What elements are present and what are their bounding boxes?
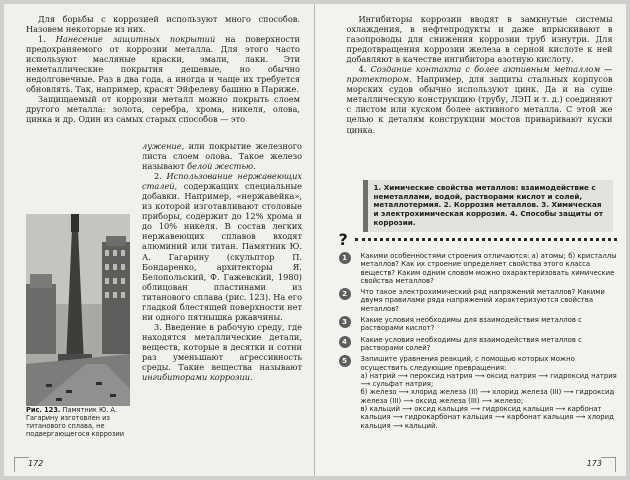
left-column-text — [142, 141, 302, 382]
page-corner-mark — [14, 457, 29, 472]
book-spread — [4, 4, 626, 476]
right-page — [315, 4, 627, 476]
right-top-text — [347, 14, 613, 135]
paragraph: лужение, или покрытие железного листа слоем олова. Такое железо называют белой жестью. — [142, 141, 302, 172]
paragraph: Защищаемый от коррозии металл можно покрыть слоем другого металла: золота, серебра, хрома, никеля, олова, цинка и др. Один из самых старых способов — это — [26, 94, 300, 125]
question-number: 5 — [339, 355, 351, 367]
summary-box: 1. Химические свойства металлов: взаимодействие с неметаллами, водой, растворами кислот и солей, металлотермия. 2. Коррозия металлов. 3. Химическая и электрохимическая коррозия. 4. Способы защиты от коррозии. — [363, 180, 613, 232]
paragraph: 4. Создание контакта с более активным металлом — протектором. Например, для защиты стальных корпусов морских судов обычно используют цинк. Да и на суше металлическую конструкцию (трубу, ЛЭП и т. д.) соединяют с листом или куском более активного металла. С этой же целью к деталям конструкции мостов приваривают куски цинка. — [346, 64, 613, 135]
reaction-chain: а) натрий ⟶ пероксид натрия ⟶ оксид натрия ⟶ гидроксид натрия ⟶ сульфат натрия; — [360, 371, 617, 389]
question-item: 4 Какие условия необходимы для взаимодействия металлов с растворами солей? — [337, 336, 621, 353]
left-page — [4, 4, 314, 476]
paragraph: Ингибиторы коррозии вводят в замкнутые системы охлаждения, в нефтепродукты и даже впрыскивают в газопроводы для снижения коррозии труб изнутри. Для предотвращения коррозии железа в серной кислоте к ней добавляют в качестве ингибитора азотную кислоту. — [346, 14, 613, 65]
question-item: 2 Что такое электрохимический ряд напряжений металлов? Какими двумя правилами ряда напряжений характеризуются свойства металлов? — [337, 288, 621, 313]
paragraph: 2. Использование нержавеющих сталей, содержащих специальные добавки. Например, «нержавейка», из которой изготавливают столовые приборы, содержит до 12% хрома и до 10% никеля. В состав легких нержавеющих сплавов входят алюминий или титан. Памятник Ю. А. Гагарину (скульптор П. Бондаренко, архитекторы Я. Белопольский, Ф. Гажевский, 1980) облицован пластинами из титанового сплава (рис. 123). На его гладкой блестящей поверхности нет ни одного пятнышка ржавчины. — [142, 171, 302, 322]
questions-mark: ? — [338, 230, 348, 249]
question-item: 5 Запишите уравнения реакций, с помощью которых можно осуществить следующие превращения: а) натрий ⟶ пероксид натрия ⟶ оксид натрия ⟶ гидроксид натрия ⟶ сульфат натрия; б) железо ⟶ хлорид железа (II) ⟶ хлорид железа (III) ⟶ гидроксид железа (III) ⟶ оксид железа (III) ⟶ железо; в) кальций ⟶ оксид кальция ⟶ гидроксид кальция ⟶ карбонат кальция ⟶ гидрокарбонат кальция ⟶ карбонат кальция ⟶ хлорид кальция ⟶ кальций. — [337, 355, 621, 430]
paragraph: Для борьбы с коррозией используют много способов. Назовем некоторые из них. — [26, 14, 300, 35]
question-item: 1 Какими особенностями строения отличаются: а) атомы; б) кристаллы металлов? Как их строение определяет свойства этого класса веществ? Каким одним словом можно охарактеризовать химические свойства металлов? — [337, 252, 621, 285]
figure-caption: Рис. 123. Памятник Ю. А. Гагарину изготовлен из титанового сплава, не подвергающегося коррозии — [26, 406, 125, 438]
reaction-chain: в) кальций ⟶ оксид кальция ⟶ гидроксид кальция ⟶ карбонат кальция ⟶ гидрокарбонат кальция ⟶ карбонат кальция ⟶ хлорид кальция ⟶ кальций. — [360, 405, 614, 430]
question-number: 2 — [339, 288, 351, 300]
page-corner-mark — [601, 457, 616, 472]
question-number: 1 — [339, 252, 351, 264]
paragraph: 1. Нанесение защитных покрытий на поверхности предохраняемого от коррозии металла. Для этого часто используют масляные краски, эмали, лаки. Эти неметаллические покрытия дешевые, но обычно недолговечные. Раз в два года, а иногда и чаще их требуется обновлять. Так, например, красят Эйфелеву башню в Париже. — [26, 34, 300, 95]
page-number: 173 — [586, 459, 602, 468]
page-number: 172 — [28, 459, 44, 468]
paragraph: 3. Введение в рабочую среду, где находятся металлические детали, веществ, которые в десятки и сотни раз уменьшают агрессивность среды. Такие вещества называют ингибиторами коррозии. — [142, 321, 302, 383]
questions-list — [337, 252, 621, 433]
question-number: 4 — [339, 336, 351, 348]
reaction-chain: б) железо ⟶ хлорид железа (II) ⟶ хлорид железа (III) ⟶ гидроксид железа (III) ⟶ оксид железа (III) ⟶ железо; — [360, 388, 615, 405]
gagarin-monument-photo — [26, 214, 130, 406]
question-number: 3 — [339, 316, 351, 328]
questions-divider — [355, 238, 617, 241]
left-top-text — [26, 14, 300, 125]
question-item: 3 Какие условия необходимы для взаимодействия металлов с растворами кислот? — [337, 316, 621, 333]
